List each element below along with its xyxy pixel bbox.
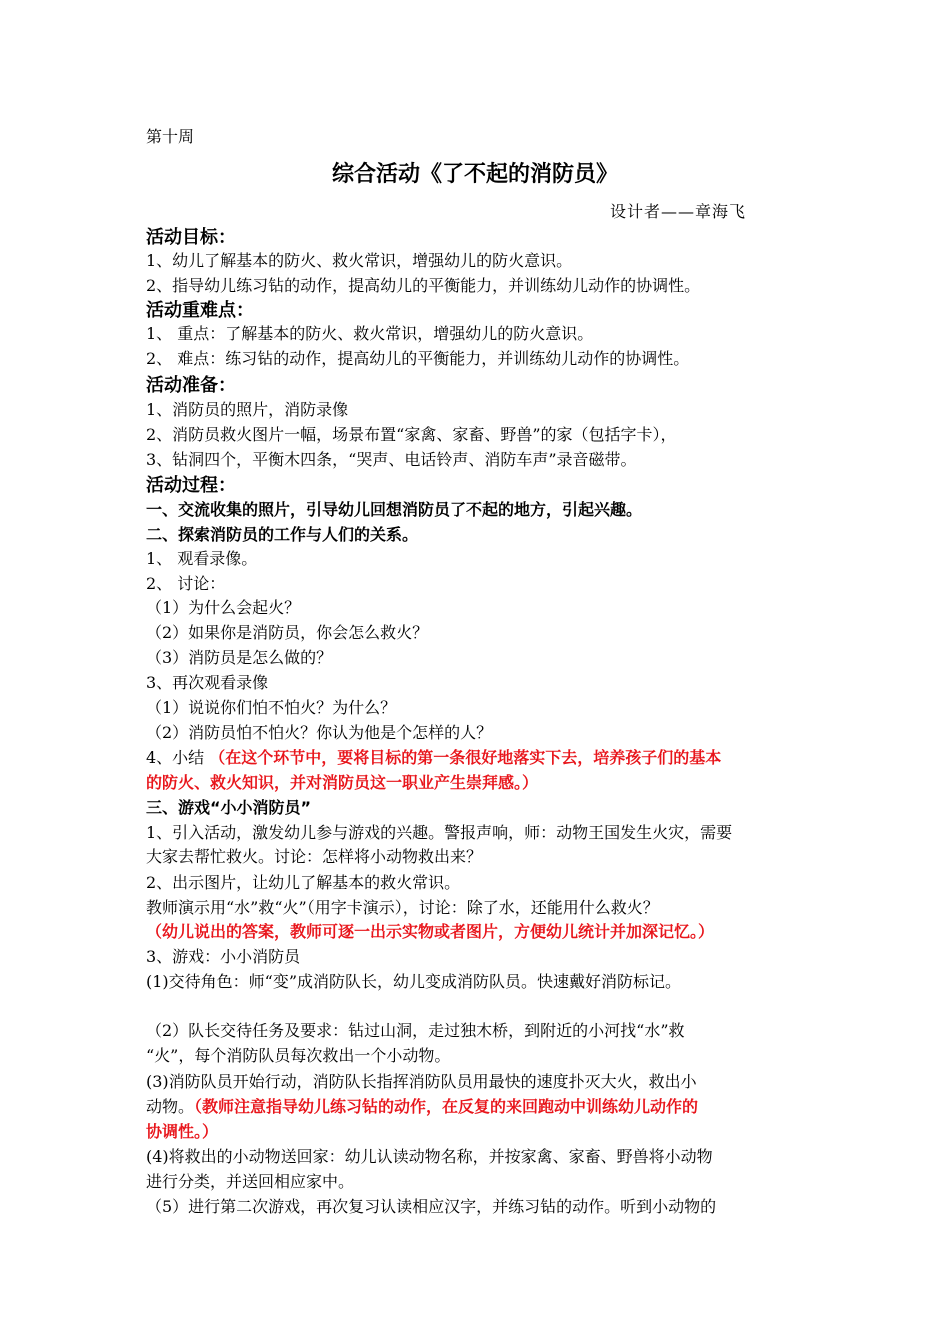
game-substep: （2）队长交待任务及要求：钻过山洞，走过独木桥，到附近的小河找“水”救 xyxy=(146,1021,685,1040)
summary-line xyxy=(146,747,721,769)
prep-item-2: 2、消防员救火图片一幅，场景布置“家禽、家畜、野兽”的家（包括字卡）， xyxy=(146,425,677,444)
week-label: 第十周 xyxy=(146,127,195,146)
game-substep: （5）进行第二次游戏，再次复习认读相应汉字，并练习钻的动作。听到小动物的 xyxy=(146,1197,717,1216)
discussion-question: （2）如果你是消防员，你会怎么救火？ xyxy=(146,623,429,642)
game-substep: “火”，每个消防队员每次救出一个小动物。 xyxy=(146,1046,451,1065)
game-substep: (3)消防队员开始行动，消防队长指挥消防队员用最快的速度扑灭大火，救出小 xyxy=(146,1072,697,1091)
discussion-question: （2）消防员怕不怕火？你认为他是个怎样的人？ xyxy=(146,723,493,742)
game-step: 1、引入活动，激发幼儿参与游戏的兴趣。警报声响，师：动物王国发生火灾，需要 xyxy=(146,823,733,842)
game-step: 3、游戏：小小消防员 xyxy=(146,947,301,966)
process-step: 3、再次观看录像 xyxy=(146,673,269,692)
prep-item-1: 1、消防员的照片，消防录像 xyxy=(146,400,349,419)
section-heading-key-points: 活动重难点： xyxy=(146,300,254,321)
game-substep: (4)将救出的小动物送回家：幼儿认读动物名称，并按家禽、家畜、野兽将小动物 xyxy=(146,1147,713,1166)
page-title: 综合活动《了不起的消防员》 xyxy=(331,162,618,187)
game-substep-with-note xyxy=(146,1096,698,1118)
goal-item-2: 2、指导幼儿练习钻的动作，提高幼儿的平衡能力，并训练幼儿动作的协调性。 xyxy=(146,276,701,295)
key-point-item-1: 1、 重点：了解基本的防火、救火常识，增强幼儿的防火意识。 xyxy=(146,324,594,343)
author-line: 设计者——章海飞 xyxy=(610,202,747,221)
goal-item-1: 1、幼儿了解基本的防火、救火常识，增强幼儿的防火意识。 xyxy=(146,251,573,270)
discussion-question: （3）消防员是怎么做的？ xyxy=(146,648,333,667)
process-part-3: 三、游戏“小小消防员” xyxy=(146,798,312,817)
discussion-question: （1）为什么会起火？ xyxy=(146,598,301,617)
prep-item-3: 3、钻洞四个，平衡木四条，“哭声、电话铃声、消防车声”录音磁带。 xyxy=(146,450,637,469)
game-step: 教师演示用“水”救“火”（用字卡演示），讨论：除了水，还能用什么救火？ xyxy=(146,898,659,917)
summary-label: 4、小结 xyxy=(146,748,210,767)
teacher-note: 协调性。） xyxy=(146,1122,219,1141)
process-part-1: 一、交流收集的照片，引导幼儿回想消防员了不起的地方，引起兴趣。 xyxy=(146,500,643,519)
game-substep-text: 动物。 xyxy=(146,1097,195,1116)
game-substep: (1)交待角色：师“变”成消防队长，幼儿变成消防队员。快速戴好消防标记。 xyxy=(146,972,682,991)
process-part-2: 二、探索消防员的工作与人们的关系。 xyxy=(146,525,419,544)
section-heading-process: 活动过程： xyxy=(146,475,236,496)
discussion-question: （1）说说你们怕不怕火？为什么？ xyxy=(146,698,397,717)
section-heading-preparation: 活动准备： xyxy=(146,375,236,396)
teacher-note: （幼儿说出的答案，教师可逐一出示实物或者图片，方便幼儿统计并加深记忆。） xyxy=(146,922,715,941)
section-heading-goals: 活动目标： xyxy=(146,227,236,248)
teacher-note: （在这个环节中，要将目标的第一条很好地落实下去，培养孩子们的基本 xyxy=(209,748,722,767)
process-step: 2、 讨论： xyxy=(146,574,226,593)
key-point-item-2: 2、 难点：练习钻的动作，提高幼儿的平衡能力，并训练幼儿动作的协调性。 xyxy=(146,349,690,368)
game-step: 2、出示图片，让幼儿了解基本的救火常识。 xyxy=(146,873,461,892)
game-step: 大家去帮忙救火。讨论：怎样将小动物救出来？ xyxy=(146,847,483,866)
teacher-note: （教师注意指导幼儿练习钻的动作，在反复的来回跑动中训练幼儿动作的 xyxy=(194,1097,699,1116)
teacher-note: 的防火、救火知识，并对消防员这一职业产生崇拜感。） xyxy=(146,773,539,792)
process-step: 1、 观看录像。 xyxy=(146,549,258,568)
game-substep: 进行分类，并送回相应家中。 xyxy=(146,1172,355,1191)
